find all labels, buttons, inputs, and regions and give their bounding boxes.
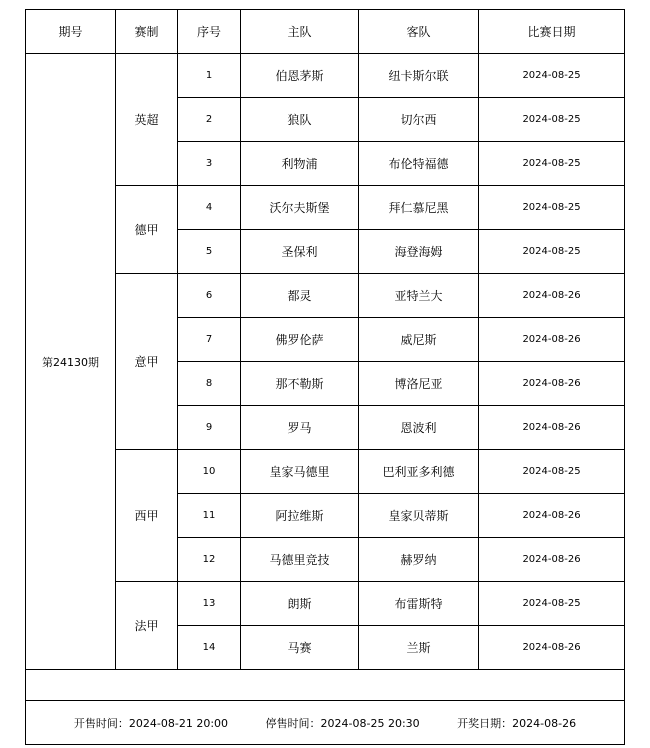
away-team-cell: 切尔西 — [359, 98, 479, 142]
match-number-cell: 13 — [178, 582, 241, 626]
away-team-cell: 布伦特福德 — [359, 142, 479, 186]
footer-cell — [26, 701, 625, 745]
spacer-cell — [26, 670, 625, 701]
header-row — [26, 10, 625, 54]
home-team-cell: 那不勒斯 — [241, 362, 359, 406]
competition-cell: 意甲 — [116, 274, 178, 450]
competition-cell: 德甲 — [116, 186, 178, 274]
match-date-cell: 2024-08-25 — [479, 98, 625, 142]
away-team-cell: 巴利亚多利德 — [359, 450, 479, 494]
table-row — [26, 582, 625, 626]
table-row — [26, 450, 625, 494]
match-number-cell: 5 — [178, 230, 241, 274]
match-date-cell: 2024-08-26 — [479, 406, 625, 450]
away-team-cell: 布雷斯特 — [359, 582, 479, 626]
match-number-cell: 2 — [178, 98, 241, 142]
match-date-cell: 2024-08-26 — [479, 318, 625, 362]
away-team-cell: 拜仁慕尼黑 — [359, 186, 479, 230]
issue-cell: 第24130期 — [26, 54, 116, 670]
header-number: 序号 — [178, 10, 241, 54]
sale-start-time: 开售时间：2024-08-21 20:00 — [73, 716, 229, 730]
competition-cell: 西甲 — [116, 450, 178, 582]
match-date-cell: 2024-08-26 — [479, 362, 625, 406]
match-number-cell: 3 — [178, 142, 241, 186]
table-row — [26, 54, 625, 98]
match-number-cell: 10 — [178, 450, 241, 494]
header-away-team: 客队 — [359, 10, 479, 54]
match-number-cell: 9 — [178, 406, 241, 450]
table-body — [26, 54, 625, 670]
away-team-cell: 皇家贝蒂斯 — [359, 494, 479, 538]
home-team-cell: 狼队 — [241, 98, 359, 142]
header-home-team: 主队 — [241, 10, 359, 54]
table-row — [26, 274, 625, 318]
match-number-cell: 14 — [178, 626, 241, 670]
away-team-cell: 赫罗纳 — [359, 538, 479, 582]
draw-date: 开奖日期：2024-08-26 — [457, 716, 577, 730]
match-date-cell: 2024-08-26 — [479, 274, 625, 318]
match-number-cell: 7 — [178, 318, 241, 362]
competition-cell: 法甲 — [116, 582, 178, 670]
match-schedule-table — [25, 9, 625, 745]
home-team-cell: 都灵 — [241, 274, 359, 318]
header-issue: 期号 — [26, 10, 116, 54]
match-date-cell: 2024-08-25 — [479, 54, 625, 98]
header-match-date: 比赛日期 — [479, 10, 625, 54]
spacer-row — [26, 670, 625, 701]
table-row — [26, 186, 625, 230]
match-number-cell: 1 — [178, 54, 241, 98]
away-team-cell: 威尼斯 — [359, 318, 479, 362]
home-team-cell: 朗斯 — [241, 582, 359, 626]
match-date-cell: 2024-08-25 — [479, 582, 625, 626]
home-team-cell: 利物浦 — [241, 142, 359, 186]
match-date-cell: 2024-08-25 — [479, 450, 625, 494]
home-team-cell: 沃尔夫斯堡 — [241, 186, 359, 230]
match-date-cell: 2024-08-26 — [479, 626, 625, 670]
away-team-cell: 恩波利 — [359, 406, 479, 450]
match-number-cell: 12 — [178, 538, 241, 582]
match-date-cell: 2024-08-26 — [479, 494, 625, 538]
competition-cell: 英超 — [116, 54, 178, 186]
sale-stop-time: 停售时间：2024-08-25 20:30 — [265, 716, 420, 730]
match-number-cell: 4 — [178, 186, 241, 230]
match-number-cell: 11 — [178, 494, 241, 538]
away-team-cell: 兰斯 — [359, 626, 479, 670]
home-team-cell: 圣保利 — [241, 230, 359, 274]
home-team-cell: 佛罗伦萨 — [241, 318, 359, 362]
header-competition: 赛制 — [116, 10, 178, 54]
match-date-cell: 2024-08-26 — [479, 538, 625, 582]
away-team-cell: 海登海姆 — [359, 230, 479, 274]
match-date-cell: 2024-08-25 — [479, 186, 625, 230]
home-team-cell: 伯恩茅斯 — [241, 54, 359, 98]
home-team-cell: 马德里竞技 — [241, 538, 359, 582]
home-team-cell: 马赛 — [241, 626, 359, 670]
away-team-cell: 亚特兰大 — [359, 274, 479, 318]
match-number-cell: 6 — [178, 274, 241, 318]
match-date-cell: 2024-08-25 — [479, 230, 625, 274]
away-team-cell: 博洛尼亚 — [359, 362, 479, 406]
home-team-cell: 阿拉维斯 — [241, 494, 359, 538]
footer-row — [26, 701, 625, 745]
home-team-cell: 皇家马德里 — [241, 450, 359, 494]
match-schedule-sheet — [25, 9, 625, 745]
home-team-cell: 罗马 — [241, 406, 359, 450]
away-team-cell: 纽卡斯尔联 — [359, 54, 479, 98]
match-date-cell: 2024-08-25 — [479, 142, 625, 186]
match-number-cell: 8 — [178, 362, 241, 406]
